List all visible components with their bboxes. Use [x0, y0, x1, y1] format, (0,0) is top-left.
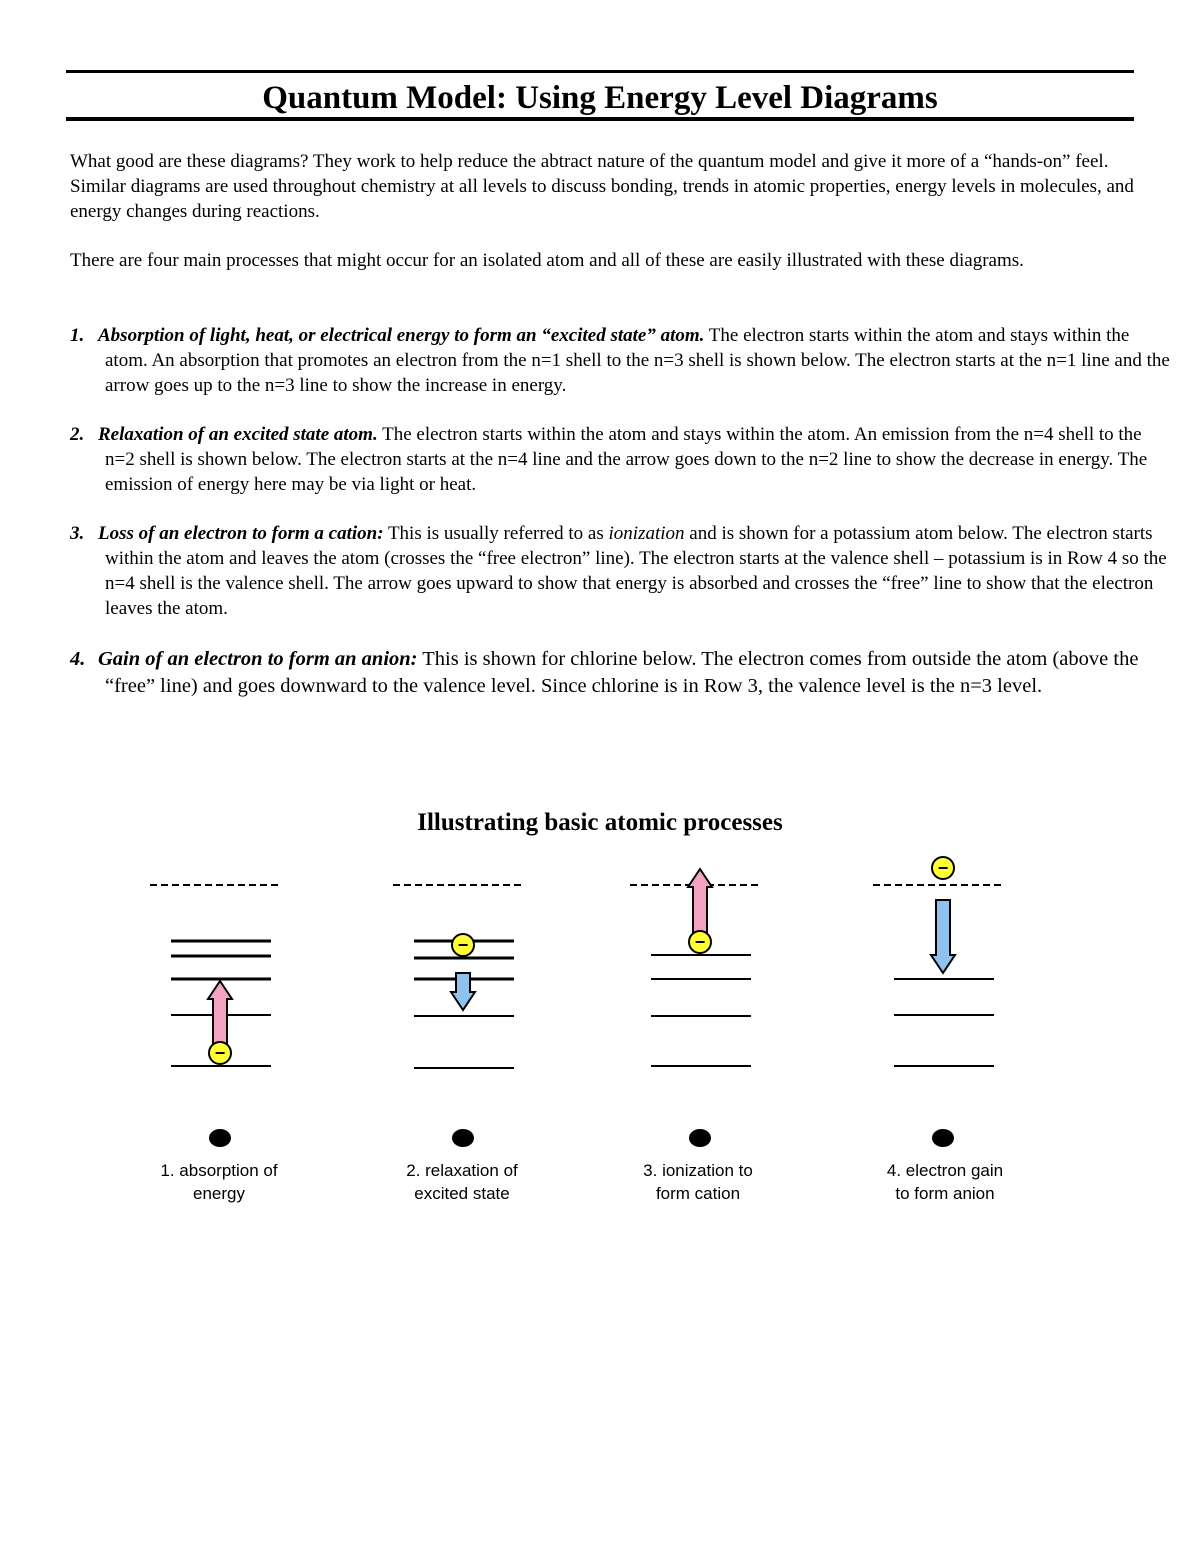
electron-charge: − [937, 858, 949, 878]
process-number: 4. [70, 648, 86, 670]
caption-line: excited state [414, 1184, 510, 1203]
up-arrow-icon [688, 869, 712, 940]
process-lead: Relaxation of an excited state atom. [98, 424, 378, 445]
process-emphasis: ionization [608, 523, 685, 544]
nucleus-icon [209, 1129, 231, 1147]
intro-paragraph-2: There are four main processes that might occur for an isolated atom and all of these are easily illustrated with these diagrams. [70, 250, 1024, 271]
process-text: This is usually referred to as [383, 523, 609, 544]
electron-charge: − [694, 932, 706, 952]
panel-caption-2 [372, 1159, 552, 1205]
process-text: The electron starts within the atom and stays within the atom. An absorption that promotes an electron from the n=1 shell to the n=3 shell is shown below. The electron starts at the n=1 line and the arrow goes up to the n=3 line to show the increase in energy. [105, 325, 1170, 396]
caption-line: energy [193, 1184, 245, 1203]
caption-line: 3. ionization to [643, 1161, 753, 1180]
nucleus-icon [932, 1129, 954, 1147]
caption-line: to form anion [895, 1184, 995, 1203]
process-text: and is shown for a potassium atom below. The electron starts within the atom and leaves the atom (crosses the “free electron” line). The electron starts at the valence shell – potassium is in Row 4 so the n=4 shell is the valence shell. The arrow goes upward to show that energy is absorbed and crosses the “free” line to show that the electron leaves the atom. [105, 523, 1167, 619]
caption-line: 1. absorption of [160, 1161, 278, 1180]
nucleus-icon [452, 1129, 474, 1147]
page-title: Quantum Model: Using Energy Level Diagrams [262, 80, 938, 116]
figure-title: Illustrating basic atomic processes [417, 809, 783, 836]
process-text: This is shown for chlorine below. The electron comes from outside the atom (above the “free” line) and goes downward to the valence level. Since chlorine is in Row 3, the valence level is the n=3 level. [105, 648, 1139, 697]
electron-charge: − [457, 935, 469, 955]
caption-line: 4. electron gain [886, 1161, 1004, 1180]
panel-caption-4 [855, 1159, 1035, 1205]
process-lead: Loss of an electron to form a cation: [98, 523, 384, 544]
caption-line: 2. relaxation of [406, 1161, 518, 1180]
panel-caption-1 [129, 1159, 309, 1205]
process-number: 2. [70, 424, 85, 445]
caption-line: form cation [655, 1184, 741, 1203]
process-lead: Absorption of light, heat, or electrical energy to form an “excited state” atom. [98, 325, 705, 346]
panel-caption-3 [608, 1159, 788, 1205]
process-number: 1. [70, 325, 85, 346]
nucleus-icon [689, 1129, 711, 1147]
process-number: 3. [70, 523, 85, 544]
process-text: The electron starts within the atom and stays within the atom. An emission from the n=4 shell to the n=2 shell is shown below. The electron starts at the n=4 line and the arrow goes down to the n=2 line to show the decrease in energy. The emission of energy here may be via light or heat. [105, 424, 1148, 495]
process-lead: Gain of an electron to form an anion: [98, 648, 418, 670]
intro-paragraph-1: What good are these diagrams? They work to help reduce the abtract nature of the quantum model and give it more of a “hands-on” feel. Similar diagrams are used throughout chemistry at all levels to discuss bonding, trends in atomic properties, energy levels in molecules, and energy changes during reactions. [70, 151, 1134, 222]
electron-charge: − [214, 1043, 226, 1063]
down-arrow-icon [931, 900, 955, 973]
